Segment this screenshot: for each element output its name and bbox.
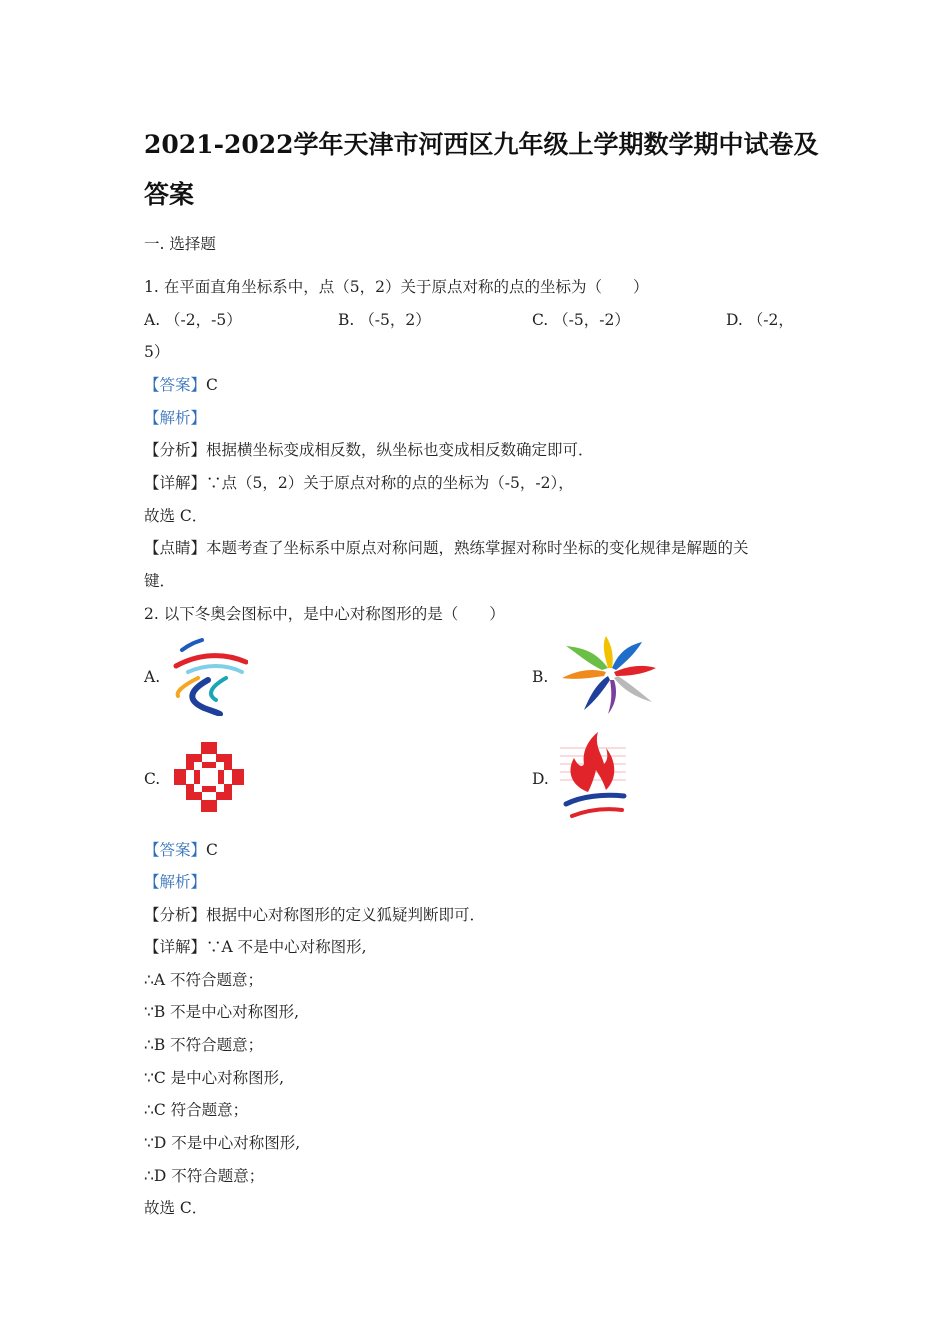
section-heading: 一. 选择题 xyxy=(144,235,216,253)
q2-detail-6: ∴C 符合题意； xyxy=(144,1101,249,1119)
q2-detail-2: ∴A 不符合题意； xyxy=(144,971,263,989)
q1-fenxi: 根据横坐标变成相反数，纵坐标也变成相反数确定即可． xyxy=(206,441,594,459)
q1-dianjing-line xyxy=(144,538,749,558)
q2-detail-5: ∵C 是中心对称图形, xyxy=(144,1069,285,1087)
document-title: 2021-2022学年天津市河西区九年级上学期数学期中试卷及答案 xyxy=(144,130,819,209)
q1-detail-line xyxy=(144,473,574,493)
q2-option-c-label: C. xyxy=(144,770,161,788)
q1-dianjing: 本题考查了坐标系中原点对称问题，熟练掌握对称时坐标的变化规律是解题的关 xyxy=(206,539,749,557)
q1-option-d-cont: 5） xyxy=(144,343,170,361)
q1-answer-line xyxy=(144,375,218,395)
q2-detail-8: ∴D 不符合题意； xyxy=(144,1167,265,1185)
q2-option-a-label: A. xyxy=(144,668,161,686)
q1-dianjing-cont: 键． xyxy=(144,572,176,590)
q2-detail-1: ∵A 不是中心对称图形, xyxy=(206,938,367,956)
q2-analysis-tag: 【解析】 xyxy=(144,873,207,891)
q1-answer: C xyxy=(206,376,218,394)
q1-detail: ∵点（5，2）关于原点对称的点的坐标为（-5，-2）， xyxy=(206,474,574,492)
q1-fenxi-line xyxy=(144,440,594,460)
q2-stem: 2. 以下冬奥会图标中，是中心对称图形的是（ ） xyxy=(144,605,505,623)
q2-detail-4: ∴B 不符合题意； xyxy=(144,1036,264,1054)
q1-stem: 1. 在平面直角坐标系中，点（5，2）关于原点对称的点的坐标为（ ） xyxy=(144,278,649,296)
q2-detail-7: ∵D 不是中心对称图形, xyxy=(144,1134,301,1152)
answer-tag: 【答案】 xyxy=(144,376,207,394)
answer-tag: 【答案】 xyxy=(144,841,207,859)
torino-2006-logo-icon xyxy=(556,634,660,718)
torch-flame-logo-icon xyxy=(558,730,628,826)
dianjing-tag: 【点睛】 xyxy=(144,539,207,557)
beijing-2022-logo-icon xyxy=(168,638,248,716)
q1-option-a: A. （-2，-5） xyxy=(144,311,242,329)
q1-option-d: D. （-2， xyxy=(726,311,794,329)
q2-option-d-label: D. xyxy=(532,770,549,788)
q1-option-b: B. （-5，2） xyxy=(338,311,431,329)
sarajevo-1984-logo-icon xyxy=(172,740,246,814)
q2-fenxi: 根据中心对称图形的定义狐疑判断即可． xyxy=(206,906,486,924)
q1-option-c: C. （-5，-2） xyxy=(532,311,630,329)
q2-detail-3: ∵B 不是中心对称图形, xyxy=(144,1003,300,1021)
detail-tag: 【详解】 xyxy=(144,474,207,492)
q2-answer: C xyxy=(206,841,218,859)
q2-answer-line xyxy=(144,840,218,860)
q1-analysis-tag: 【解析】 xyxy=(144,409,207,427)
q1-conclusion: 故选 C． xyxy=(144,507,208,525)
q2-detail-line xyxy=(144,937,367,957)
q2-fenxi-line xyxy=(144,905,485,925)
detail-tag: 【详解】 xyxy=(144,938,207,956)
fenxi-tag: 【分析】 xyxy=(144,906,207,924)
q2-conclusion: 故选 C． xyxy=(144,1199,208,1217)
q2-option-b-label: B. xyxy=(532,668,549,686)
fenxi-tag: 【分析】 xyxy=(144,441,207,459)
